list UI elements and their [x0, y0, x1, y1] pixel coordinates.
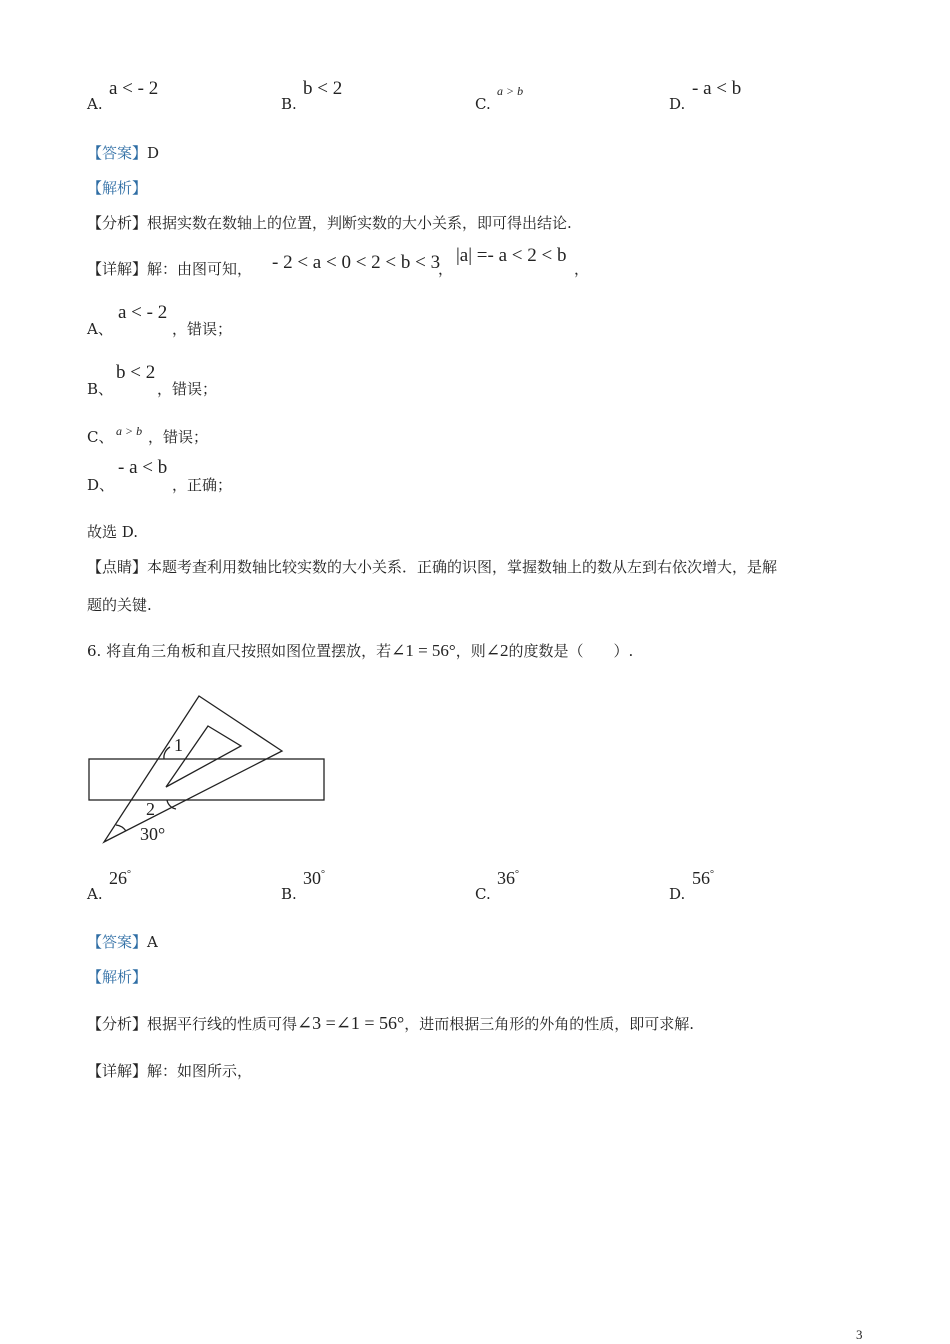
option-letter: C. — [475, 95, 491, 113]
judgement-result: ，错误； — [148, 428, 209, 446]
triangle-outer — [104, 696, 282, 842]
angle1-label: 1 — [174, 735, 183, 755]
q6-stem — [87, 640, 633, 661]
answer-label: 【答案】 — [87, 933, 148, 951]
q6-analysis-label: 【解析】 — [87, 968, 148, 986]
option-letter: A. — [87, 95, 103, 113]
option-value: 30° — [303, 868, 325, 888]
option-expr: b < 2 — [303, 78, 343, 99]
fenxi-prefix: 【分析】根据平行线的性质可得 — [87, 1015, 298, 1033]
option-value: 26° — [109, 868, 131, 888]
q5-conclusion: 故选 D. — [87, 523, 139, 541]
judgement-prefix: D、 — [87, 476, 115, 494]
angle2-label: 2 — [146, 799, 155, 819]
stem-mid: ，则 — [455, 642, 486, 660]
q6-detail: 【详解】解：如图所示， — [87, 1062, 253, 1080]
stem-suffix: 的度数是（ ）. — [508, 642, 634, 660]
answer-label: 【答案】 — [87, 144, 148, 162]
option-expr: a < - 2 — [109, 78, 159, 99]
option-letter: B. — [281, 885, 297, 903]
judgement-expr: b < 2 — [116, 362, 156, 383]
judgement-prefix: A、 — [87, 320, 113, 338]
answer-value: D — [147, 144, 160, 162]
answer-value: A — [147, 933, 158, 951]
judgement-result: ，错误； — [157, 380, 218, 398]
q5-detail-expr2: |a| =- a < 2 < b — [456, 245, 567, 266]
stem-angle2: ∠2 — [485, 641, 509, 660]
q6-figure — [80, 688, 340, 853]
option-letter: A. — [87, 885, 103, 903]
angle2-arc — [167, 800, 176, 809]
option-value: 36° — [497, 868, 519, 888]
q5-detail-sep: ， — [438, 260, 454, 278]
q6-answer — [87, 931, 158, 952]
fenxi-expr: ∠3 =∠1 = 56° — [297, 1013, 405, 1033]
q5-dianjing-line2: 题的关键. — [87, 596, 152, 614]
q5-detail-end: ， — [574, 260, 590, 278]
judgement-result: ，正确； — [172, 476, 233, 494]
judgement-prefix: C、 — [87, 428, 114, 446]
q5-detail-expr1: - 2 < a < 0 < 2 < b < 3 — [272, 252, 441, 273]
option-expr: - a < b — [692, 78, 742, 99]
stem-angle: ∠1 = 56° — [391, 641, 456, 660]
option-letter: D. — [669, 885, 686, 903]
q5-detail-prefix: 【详解】解：由图可知， — [87, 260, 253, 278]
judgement-expr: - a < b — [118, 457, 168, 478]
judgement-expr: a < - 2 — [118, 302, 168, 323]
option-letter: D. — [669, 95, 686, 113]
option-expr: a > b — [497, 84, 524, 98]
judgement-result: ，错误； — [172, 320, 233, 338]
fenxi-suffix: ，进而根据三角形的外角的性质，即可求解. — [404, 1015, 694, 1033]
option-letter: C. — [475, 885, 491, 903]
q5-answer — [87, 142, 159, 163]
option-value: 56° — [692, 868, 714, 888]
q6-fenxi — [87, 1013, 694, 1034]
page-number: 3 — [856, 1327, 863, 1342]
angle30-arc — [116, 825, 126, 831]
q5-analysis-label: 【解析】 — [87, 179, 148, 197]
judgement-prefix: B、 — [87, 380, 114, 398]
q5-dianjing-line1: 【点睛】本题考查利用数轴比较实数的大小关系．正确的识图，掌握数轴上的数从左到右依次增大，是解 — [87, 558, 778, 576]
q5-fenxi: 【分析】根据实数在数轴上的位置，判断实数的大小关系，即可得出结论. — [87, 214, 572, 232]
judgement-expr: a > b — [116, 424, 143, 438]
angle30-label: 30° — [140, 824, 166, 844]
option-letter: B. — [281, 95, 297, 113]
stem-prefix: 6. 将直角三角板和直尺按照如图位置摆放，若 — [87, 642, 392, 660]
